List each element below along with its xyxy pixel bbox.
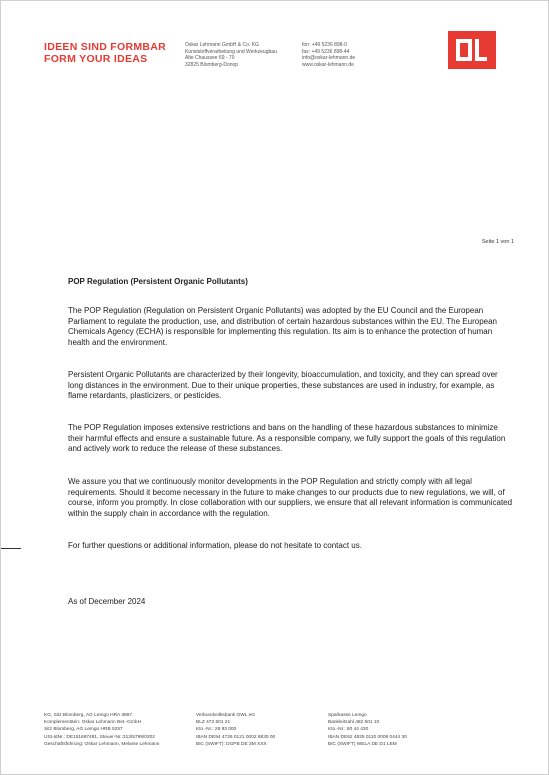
footer-legal-line: USt-IdNr.: DE151697481, Steuer-Nr.:313/5799/0302 <box>44 734 155 740</box>
letter-subject: POP Regulation (Persistent Organic Pollutants) <box>68 277 248 286</box>
company-logo-icon <box>448 31 496 69</box>
company-contact <box>302 42 355 68</box>
footer-bank-line: Verbundvolksbank OWL eG <box>196 713 256 718</box>
company-street: Alte Chaussee 69 - 70 <box>185 55 235 62</box>
footer-bank-line: BIC (SWIFT) WELA DE D1 LEM <box>328 741 397 747</box>
page-indicator: Seite 1 von 1 <box>481 239 514 245</box>
footer-bank-line: IBAN DE94 4726 0121 0002 8830 00 <box>196 734 276 740</box>
contact-fax: fax: +49 5236 898-44 <box>302 48 350 55</box>
contact-website: www.oskar-lehmann.de <box>302 61 354 68</box>
footer-bank-line: IBAN DE62 4825 0110 0008 0444 30 <box>328 734 407 740</box>
footer-legal-line: Komplementärin: Oskar Lehmann Bet.-GmbH <box>44 720 142 726</box>
company-address <box>185 42 277 68</box>
company-slogan <box>44 41 166 65</box>
footer-legal-line: Sitz Blomberg, AG Lemgo HRB 5257 <box>44 727 123 733</box>
footer-legal-info <box>44 712 159 748</box>
footer-legal-line: Geschäftsführung: Oskar Lehmann, Melanie Lehmann <box>44 741 160 747</box>
letter-paragraph-1: The POP Regulation (Regulation on Persistent Organic Pollutants) was adopted by the EU Council and the European Parliament to regulate the production, use, and distribution of certain hazardous substances within the EU. The European Chemicals Agency (ECHA) is responsible for implementing this regulation. Its aim is to enhance the protection of human health and the environment. <box>68 306 497 347</box>
contact-phone: fon: +49 5236 898-0 <box>302 42 347 48</box>
fold-mark <box>1 548 21 549</box>
footer-bank-1 <box>196 712 275 748</box>
footer-legal-line: KG, Sitz Blomberg, AG Lemgo HRA 3897 <box>44 713 132 718</box>
date-line: As of December 2024 <box>68 597 146 606</box>
company-description: Kunststoffverarbeitung und Werkzeugbau <box>185 48 277 55</box>
letter-paragraph-5: For further questions or additional information, please do not hesitate to contact us. <box>68 541 362 550</box>
company-name: Oskar Lehmann GmbH & Co. KG <box>185 42 259 48</box>
slogan-line-2: FORM YOUR IDEAS <box>44 53 148 65</box>
slogan-line-1: IDEEN SIND FORMBAR <box>44 41 167 53</box>
letter-paragraph-2: Persistent Organic Pollutants are characterized by their longevity, bioaccumulation, and toxicity, and they can spread over long distances in the environment. Due to their unique properties, these substances are used in industry, for example, as flame retardants, plasticizers, or pesticides. <box>68 370 498 401</box>
footer-bank-line: Sparkasse Lemgo <box>328 713 367 718</box>
company-city: 32825 Blomberg-Donop <box>185 61 239 68</box>
letter-paragraph-4: We assure you that we continuously monitor developments in the POP Regulation and strictly comply with all legal requirements. Should it become necessary in the future to make changes to our products due to new regulations, we will, of course, inform you promptly. In close collaboration with our suppliers, we ensure that all relevant information is communicated within the supply chain in accordance with the regulation. <box>68 477 513 518</box>
contact-email: info@oskar-lehmann.de <box>302 55 356 62</box>
footer-bank-line: Kto.-Nr.: 80 44 430 <box>328 727 369 733</box>
footer-bank-2 <box>328 712 407 748</box>
footer-bank-line: Bankleitzahl 482 501 10 <box>328 720 380 726</box>
footer-bank-line: BIC (SWIFT): DGPB DE 3M XXX <box>196 741 267 747</box>
footer-bank-line: Kto.-Nr.: 28 83 000 <box>196 727 237 733</box>
letter-paragraph-3: The POP Regulation imposes extensive restrictions and bans on the handling of these hazardous substances to minimize their harmful effects and ensure a sustainable future. As a responsible company, we fully support the goals of this regulation and actively work to reduce the release of these substances. <box>68 423 506 454</box>
footer-bank-line: BLZ 472 601 21 <box>196 720 231 726</box>
